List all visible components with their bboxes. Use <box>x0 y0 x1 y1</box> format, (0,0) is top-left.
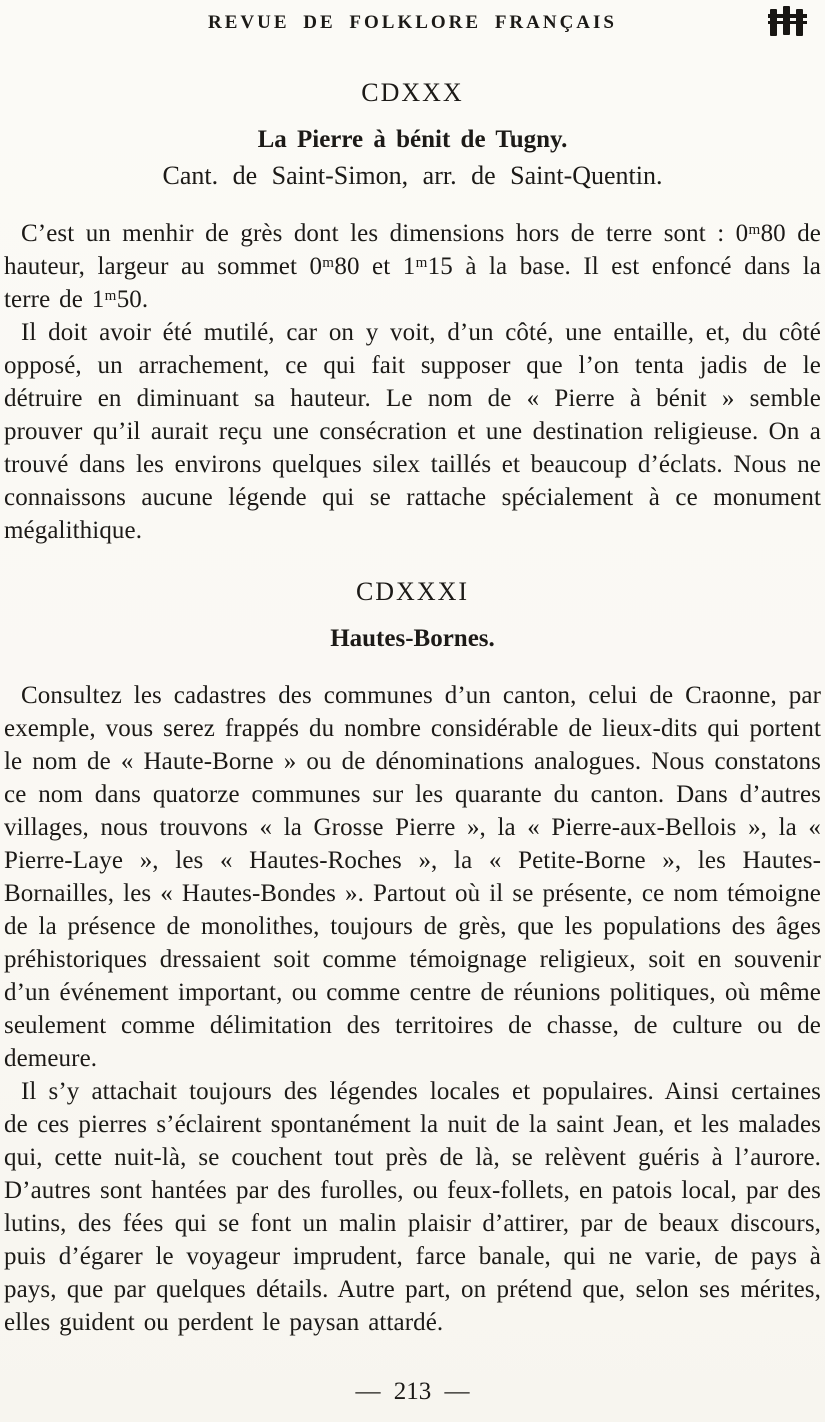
section-title: La Pierre à bénit de Tugny. <box>257 126 568 153</box>
article-section-cdxxx <box>4 42 821 547</box>
page-header <box>4 8 821 42</box>
paragraph: Il s’y attachait toujours des légendes locales et populaires. Ainsi certaines de ces pierres s’éclairent spontanément la nuit de la saint Jean, et les malades qui, cette nuit-là, se couchent tout près de là, se relèvent guéris à l’aurore. D’autres sont hantées par des furolles, ou feux-follets, en patois local, par des lutins, des fées qui se font un malin plaisir d’attirer, par de beaux discours, puis d’égarer le voyageur imprudent, farce banale, qui ne varie, de pays à pays, que par quelques détails. Autre part, on prétend que, selon ses mérites, elles guident ou perdent le paysan attardé. <box>4 1078 821 1336</box>
section-number: CDXXXI <box>355 577 470 606</box>
section-title: Hautes-Bornes. <box>330 625 495 652</box>
ink-stamp-icon <box>767 6 809 38</box>
paragraph: C’est un menhir de grès dont les dimensions hors de terre sont : 0ᵐ80 de hauteur, largeur au sommet 0ᵐ80 et 1ᵐ15 à la base. Il est enfoncé dans la terre de 1ᵐ50. <box>4 220 821 313</box>
page-number: — 213 — <box>355 1378 470 1405</box>
journal-title: REVUE DE FOLKLORE FRANÇAIS <box>207 12 617 33</box>
section-subtitle: Cant. de Saint-Simon, arr. de Saint-Quentin. <box>162 161 663 190</box>
article-section-cdxxxi <box>4 547 821 1339</box>
section-number: CDXXX <box>361 78 464 107</box>
paragraph: Il doit avoir été mutilé, car on y voit, d’un côté, une entaille, et, du côté opposé, un arrachement, ce qui fait supposer que l’on tenta jadis de le détruire en diminuant sa hauteur. Le nom de « Pierre à bénit » semble prouver qu’il aurait reçu une consécration et une destination religieuse. On a trouvé dans les environs quelques silex taillés et beaucoup d’éclats. Nous ne connaissons aucune légende qui se rattache spécialement à ce monument mégalithique. <box>4 319 821 544</box>
paragraph: Consultez les cadastres des communes d’un canton, celui de Craonne, par exemple, vous serez frappés du nombre considérable de lieux-dits qui portent le nom de « Haute-Borne » ou de dénominations analogues. Nous constatons ce nom dans quatorze communes sur les quarante du canton. Dans d’autres villages, nous trouvons « la Grosse Pierre », la « Pierre-aux-Bellois », la « Pierre-Laye », les « Hautes-Roches », la « Petite-Borne », les Hautes-Bornailles, les « Hautes-Bondes ». Partout où il se présente, ce nom témoigne de la présence de monolithes, toujours de grès, que les populations des âges préhistoriques dressaient soit comme témoignage religieux, soit en souvenir d’un événement important, ou comme centre de réunions politiques, où même seulement comme délimitation des territoires de chasse, de culture ou de demeure. <box>4 682 821 1072</box>
page-footer <box>4 1378 821 1408</box>
